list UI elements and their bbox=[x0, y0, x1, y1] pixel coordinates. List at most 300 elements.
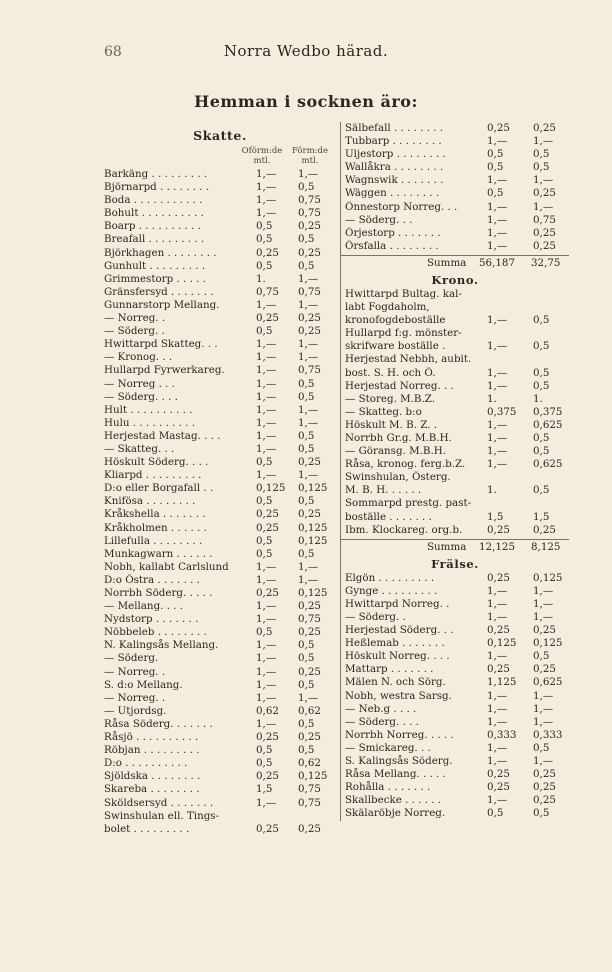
value-unfortified: 1,— bbox=[256, 351, 277, 364]
farm-name: Wallåkra . . . . . . . . bbox=[345, 161, 444, 174]
summa-value-unfortified: 56,187 bbox=[479, 256, 516, 269]
farm-name: Råsa Mellang. . . . . bbox=[345, 768, 446, 781]
value-fortified: 1,— bbox=[533, 597, 554, 610]
farm-name: Höskult Norreg. . . . bbox=[345, 650, 450, 663]
table-row bbox=[104, 744, 336, 757]
page-title: Hemman i socknen äro: bbox=[194, 92, 418, 111]
value-fortified: 0,5 bbox=[298, 181, 315, 194]
farm-name: Rohålla . . . . . . . bbox=[345, 781, 431, 794]
table-row bbox=[104, 351, 336, 364]
table-row bbox=[341, 497, 569, 510]
value-unfortified: 1,— bbox=[487, 135, 508, 148]
table-row bbox=[104, 325, 336, 338]
table-row bbox=[104, 299, 336, 312]
value-fortified: 0,25 bbox=[533, 187, 556, 200]
value-unfortified: 0,25 bbox=[487, 523, 510, 536]
farm-name: D:o eller Borgafall . . bbox=[104, 482, 214, 495]
table-row bbox=[341, 240, 569, 253]
value-unfortified: 1,— bbox=[487, 366, 508, 379]
value-fortified: 0,5 bbox=[533, 379, 550, 392]
value-unfortified: 0,25 bbox=[487, 781, 510, 794]
krono-table bbox=[341, 288, 569, 537]
farm-name: Herjestad Söderg. . . bbox=[345, 624, 454, 637]
farm-name: Herjestad Mastag. . . . bbox=[104, 429, 221, 442]
table-row bbox=[104, 587, 336, 600]
value-unfortified: 1,— bbox=[256, 560, 277, 573]
table-row bbox=[341, 624, 569, 637]
farm-name: Breafall . . . . . . . . . bbox=[104, 233, 205, 246]
value-unfortified: 1,— bbox=[256, 639, 277, 652]
value-fortified: 1,— bbox=[533, 611, 554, 623]
farm-name: Knifösa . . . . . . . . bbox=[104, 495, 196, 508]
value-unfortified: 1,— bbox=[487, 597, 508, 610]
table-row bbox=[341, 174, 569, 187]
value-unfortified: 0,5 bbox=[256, 534, 273, 547]
table-row bbox=[341, 301, 569, 314]
table-row bbox=[104, 417, 336, 430]
farm-name: Hwittarpd Bultag. kal- bbox=[345, 287, 462, 300]
value-fortified: 0,75 bbox=[298, 194, 321, 207]
value-unfortified: 1,5 bbox=[256, 783, 273, 796]
table-row bbox=[104, 233, 336, 246]
value-fortified: 0,5 bbox=[298, 652, 315, 665]
value-fortified: 1,— bbox=[298, 469, 319, 482]
value-unfortified: 0,5 bbox=[256, 744, 273, 757]
table-row bbox=[341, 471, 569, 484]
value-unfortified: 1,— bbox=[256, 652, 277, 665]
value-unfortified: 0,5 bbox=[256, 626, 273, 639]
value-fortified: 1,— bbox=[298, 338, 319, 351]
table-row bbox=[341, 353, 569, 366]
table-row bbox=[341, 201, 569, 214]
value-unfortified: 1,— bbox=[256, 573, 277, 586]
table-row bbox=[104, 338, 336, 351]
value-fortified: 0,25 bbox=[298, 456, 321, 469]
table-row bbox=[104, 456, 336, 469]
value-unfortified: 1,— bbox=[487, 702, 508, 715]
value-unfortified: 0,25 bbox=[256, 508, 279, 521]
left-column bbox=[104, 128, 336, 836]
value-fortified: 1,— bbox=[298, 272, 319, 285]
farm-name: Skareba . . . . . . . . bbox=[104, 783, 200, 796]
value-fortified: 0,5 bbox=[298, 442, 315, 455]
summa-row-skatte bbox=[341, 255, 569, 270]
farm-name: Skälaröbje Norreg. bbox=[345, 807, 446, 820]
value-fortified: 0,62 bbox=[298, 757, 321, 770]
farm-name: Höskult Söderg. . . . bbox=[104, 456, 209, 469]
table-row bbox=[104, 652, 336, 665]
value-unfortified: 0,5 bbox=[256, 495, 273, 508]
table-row bbox=[341, 445, 569, 458]
value-unfortified: 1,— bbox=[487, 418, 508, 431]
skatte-continued-table bbox=[341, 122, 569, 253]
value-unfortified: 0,25 bbox=[487, 122, 510, 134]
table-row bbox=[104, 718, 336, 731]
value-unfortified: 1,— bbox=[487, 650, 508, 663]
table-row bbox=[104, 522, 336, 535]
value-unfortified: 1,— bbox=[487, 584, 508, 597]
summa-value-fortified: 8,125 bbox=[531, 540, 561, 553]
value-fortified: 0,25 bbox=[298, 600, 321, 613]
section-heading-fralse: Frälse. bbox=[431, 556, 479, 571]
value-unfortified: 1. bbox=[487, 392, 497, 405]
farm-name: N. Kalingsås Mellang. bbox=[104, 639, 219, 652]
table-row bbox=[104, 823, 336, 836]
value-fortified: 0,75 bbox=[298, 796, 321, 809]
summa-value-fortified: 32,75 bbox=[531, 256, 561, 269]
value-unfortified: 0,75 bbox=[256, 285, 279, 298]
value-unfortified: 0,25 bbox=[256, 246, 279, 259]
value-unfortified: 0,25 bbox=[487, 663, 510, 676]
table-row bbox=[104, 548, 336, 561]
value-fortified: 1,— bbox=[298, 416, 319, 429]
value-unfortified: 1,— bbox=[256, 665, 277, 678]
farm-name: — Söderg. bbox=[104, 652, 159, 665]
table-row bbox=[341, 703, 569, 716]
value-fortified: 0,25 bbox=[298, 508, 321, 521]
farm-name: skrifware boställe . bbox=[345, 340, 446, 353]
farm-name: kronofogdeboställe bbox=[345, 314, 446, 327]
value-fortified: 1,— bbox=[298, 573, 319, 586]
table-row bbox=[104, 482, 336, 495]
value-fortified: 0,5 bbox=[298, 259, 315, 272]
farm-name: Grimmestorp . . . . . bbox=[104, 272, 206, 285]
farm-name: Hullarpd f:g. mönster- bbox=[345, 327, 462, 340]
value-unfortified: 1,— bbox=[256, 403, 277, 416]
value-unfortified: 0,25 bbox=[256, 312, 279, 325]
farm-name: Sköldsersyd . . . . . . . bbox=[104, 796, 214, 809]
farm-name: Nöbbeleb . . . . . . . . bbox=[104, 626, 207, 639]
table-row bbox=[104, 194, 336, 207]
farm-name: Höskult M. B. Z. . bbox=[345, 418, 438, 431]
value-unfortified: 1,— bbox=[256, 691, 277, 704]
value-unfortified: 1,— bbox=[487, 379, 508, 392]
farm-name: — Norreg. . bbox=[104, 312, 166, 325]
table-row bbox=[341, 637, 569, 650]
farm-name: Norrbh Söderg. . . . . bbox=[104, 587, 213, 599]
right-column bbox=[340, 122, 569, 821]
value-unfortified: 1,— bbox=[256, 364, 277, 377]
value-unfortified: 1,— bbox=[256, 207, 277, 220]
value-fortified: 1,— bbox=[298, 168, 319, 180]
fralse-table bbox=[341, 572, 569, 821]
value-fortified: 0,125 bbox=[298, 587, 328, 599]
value-fortified: 0,125 bbox=[298, 521, 328, 534]
farm-name: Nobh, westra Sarsg. bbox=[345, 689, 452, 702]
farm-name: bost. S. H. och Ö. bbox=[345, 366, 436, 379]
table-row bbox=[341, 161, 569, 174]
table-row bbox=[104, 469, 336, 482]
table-row bbox=[104, 639, 336, 652]
value-fortified: 0,625 bbox=[533, 418, 563, 431]
value-fortified: 0,25 bbox=[298, 312, 321, 325]
farm-name: Heßlemab . . . . . . . bbox=[345, 637, 445, 650]
value-unfortified: 0,5 bbox=[487, 187, 504, 200]
table-row bbox=[341, 458, 569, 471]
table-row bbox=[104, 626, 336, 639]
farm-name: Kråkholmen . . . . . . bbox=[104, 521, 207, 534]
value-fortified: 0,25 bbox=[298, 325, 321, 338]
table-row bbox=[341, 419, 569, 432]
value-unfortified: 0,25 bbox=[487, 624, 510, 637]
farm-name: Swinshulan ell. Tings- bbox=[104, 809, 220, 822]
table-row bbox=[104, 574, 336, 587]
table-row bbox=[341, 781, 569, 794]
farm-name: Norrbh Gr.g. M.B.H. bbox=[345, 431, 452, 444]
farm-name: Råsa Söderg. . . . . . . bbox=[104, 717, 213, 730]
farm-name: — Norreg . . . bbox=[104, 377, 175, 390]
value-fortified: 0,5 bbox=[533, 148, 550, 161]
table-row bbox=[341, 611, 569, 624]
value-fortified: 1,— bbox=[533, 584, 554, 597]
value-unfortified: 1,— bbox=[256, 194, 277, 207]
table-row bbox=[341, 729, 569, 742]
running-head: Norra Wedbo härad. bbox=[223, 42, 389, 60]
farm-name: bolet . . . . . . . . . bbox=[104, 822, 190, 835]
value-fortified: 1,— bbox=[533, 174, 554, 187]
value-fortified: 0,25 bbox=[298, 665, 321, 678]
table-row bbox=[341, 148, 569, 161]
value-unfortified: 0,25 bbox=[487, 571, 510, 584]
table-row bbox=[104, 731, 336, 744]
value-fortified: 0,5 bbox=[298, 233, 315, 246]
farm-name: Örsfalla . . . . . . . . bbox=[345, 239, 439, 252]
value-unfortified: 1,— bbox=[256, 796, 277, 809]
value-unfortified: 1,— bbox=[487, 431, 508, 444]
value-fortified: 0,5 bbox=[298, 495, 315, 508]
table-row bbox=[341, 122, 569, 135]
value-unfortified: 1,— bbox=[256, 442, 277, 455]
table-row bbox=[341, 742, 569, 755]
value-fortified: 0,5 bbox=[533, 314, 550, 327]
value-unfortified: 0,5 bbox=[256, 220, 273, 233]
table-row bbox=[341, 135, 569, 148]
value-unfortified: 1. bbox=[256, 272, 266, 285]
summa-row-krono bbox=[341, 539, 569, 554]
table-row bbox=[104, 561, 336, 574]
value-unfortified: 0,5 bbox=[487, 148, 504, 161]
farm-name: — Söderg. . bbox=[104, 325, 165, 338]
value-unfortified: 1,— bbox=[487, 611, 508, 623]
value-unfortified: 0,5 bbox=[256, 456, 273, 469]
farm-name: — Storeg. M.B.Z. bbox=[345, 392, 436, 405]
value-fortified: 0,75 bbox=[533, 213, 556, 226]
table-row bbox=[104, 613, 336, 626]
table-row bbox=[341, 650, 569, 663]
value-fortified: 1,— bbox=[298, 298, 319, 311]
farm-name: D:o . . . . . . . . . . bbox=[104, 757, 188, 770]
column-headers bbox=[104, 146, 336, 168]
farm-name: — Skatteg. b:o bbox=[345, 405, 422, 418]
value-unfortified: 1,— bbox=[256, 168, 277, 180]
value-fortified: 0,625 bbox=[533, 676, 563, 689]
table-row bbox=[341, 227, 569, 240]
table-row bbox=[341, 794, 569, 807]
table-row bbox=[104, 535, 336, 548]
farm-name: Wagnswik . . . . . . . bbox=[345, 174, 444, 187]
farm-name: Nydstorp . . . . . . . bbox=[104, 613, 199, 626]
column-header-unfortified: Oförm:de mtl. bbox=[241, 146, 283, 166]
value-fortified: 0,5 bbox=[298, 390, 315, 403]
value-fortified: 0,333 bbox=[533, 728, 563, 741]
table-row bbox=[341, 380, 569, 393]
farm-name: S. d:o Mellang. bbox=[104, 678, 183, 691]
value-fortified: 1,— bbox=[533, 135, 554, 148]
farm-name: Sommarpd prestg. past- bbox=[345, 497, 472, 510]
value-unfortified: 0,5 bbox=[487, 807, 504, 820]
value-unfortified: 1,— bbox=[256, 390, 277, 403]
farm-name: Herjestad Nebbh, aubit. bbox=[345, 353, 472, 366]
value-fortified: 0,25 bbox=[298, 626, 321, 639]
value-fortified: 0,125 bbox=[298, 534, 328, 547]
value-unfortified: 0,25 bbox=[487, 768, 510, 781]
value-unfortified: 0,5 bbox=[256, 325, 273, 338]
table-row bbox=[104, 404, 336, 417]
value-fortified: 0,5 bbox=[298, 717, 315, 730]
table-row bbox=[341, 572, 569, 585]
table-row bbox=[104, 181, 336, 194]
value-fortified: 0,5 bbox=[298, 639, 315, 652]
farm-name: Gränsfersyd . . . . . . . bbox=[104, 285, 214, 298]
table-row bbox=[104, 783, 336, 796]
value-unfortified: 0,5 bbox=[256, 259, 273, 272]
value-fortified: 0,75 bbox=[298, 783, 321, 796]
farm-name: Kråkshella . . . . . . . bbox=[104, 508, 206, 521]
table-row bbox=[104, 430, 336, 443]
value-unfortified: 1,— bbox=[487, 445, 508, 458]
value-unfortified: 1,— bbox=[487, 741, 508, 754]
table-row bbox=[104, 508, 336, 521]
farm-name: Hwittarpd Skatteg. . . bbox=[104, 338, 218, 351]
value-unfortified: 1,5 bbox=[487, 510, 504, 523]
farm-name: Munkagwarn . . . . . . bbox=[104, 547, 213, 560]
value-fortified: 0,75 bbox=[298, 364, 321, 377]
table-row bbox=[104, 600, 336, 613]
value-fortified: 0,5 bbox=[533, 161, 550, 174]
value-fortified: 0,25 bbox=[533, 239, 556, 252]
table-row bbox=[341, 327, 569, 340]
table-row bbox=[341, 393, 569, 406]
value-fortified: 1,— bbox=[533, 755, 554, 768]
farm-name: labt Fogdaholm, bbox=[345, 301, 430, 314]
table-row bbox=[341, 585, 569, 598]
value-unfortified: 0,5 bbox=[487, 161, 504, 174]
value-unfortified: 0,333 bbox=[487, 728, 517, 741]
farm-name: Norrbh Norreg. . . . . bbox=[345, 728, 454, 741]
value-fortified: 0,25 bbox=[298, 731, 321, 744]
value-unfortified: 0,5 bbox=[256, 757, 273, 770]
farm-name: Kliarpd . . . . . . . . . bbox=[104, 469, 202, 482]
table-row bbox=[104, 260, 336, 273]
value-unfortified: 1,— bbox=[256, 613, 277, 626]
table-row bbox=[341, 716, 569, 729]
farm-name: Önnestorp Norreg. . . bbox=[345, 200, 458, 213]
value-unfortified: 1,— bbox=[256, 717, 277, 730]
farm-name: Hult . . . . . . . . . . bbox=[104, 403, 193, 416]
value-fortified: 0,62 bbox=[298, 704, 321, 717]
farm-name: Boda . . . . . . . . . . . bbox=[104, 194, 203, 207]
value-fortified: 1,— bbox=[298, 560, 319, 573]
table-row bbox=[104, 443, 336, 456]
value-fortified: 0,25 bbox=[533, 794, 556, 807]
value-fortified: 0,5 bbox=[533, 650, 550, 663]
table-row bbox=[341, 663, 569, 676]
farm-name: Skallbecke . . . . . . bbox=[345, 794, 442, 807]
farm-name: Hullarpd Fyrwerkareg. bbox=[104, 364, 225, 377]
value-fortified: 0,5 bbox=[533, 445, 550, 458]
value-fortified: 0,5 bbox=[533, 484, 550, 497]
farm-name: boställe . . . . . . . bbox=[345, 510, 432, 523]
farm-name: — Skatteg. . . bbox=[104, 442, 175, 455]
table-row bbox=[104, 692, 336, 705]
value-fortified: 1,— bbox=[533, 689, 554, 702]
table-row bbox=[341, 367, 569, 380]
farm-name: S. Kalingsås Söderg. bbox=[345, 755, 453, 768]
value-fortified: 0,75 bbox=[298, 207, 321, 220]
table-row bbox=[104, 679, 336, 692]
table-row bbox=[104, 391, 336, 404]
value-fortified: 1. bbox=[533, 392, 543, 405]
value-unfortified: 1,— bbox=[487, 200, 508, 213]
value-fortified: 0,5 bbox=[298, 547, 315, 560]
value-unfortified: 0,25 bbox=[256, 587, 279, 599]
value-unfortified: 1,— bbox=[256, 377, 277, 390]
farm-name: Nobh, kallabt Carlslund bbox=[104, 560, 229, 573]
table-row bbox=[104, 757, 336, 770]
value-fortified: 0,25 bbox=[533, 122, 556, 134]
table-row bbox=[104, 286, 336, 299]
value-unfortified: 1,— bbox=[256, 338, 277, 351]
farm-name: Hulu . . . . . . . . . . bbox=[104, 416, 195, 429]
farm-name: Elgön . . . . . . . . . bbox=[345, 571, 435, 584]
farm-name: Örjestorp . . . . . . . bbox=[345, 226, 441, 239]
table-row bbox=[104, 495, 336, 508]
farm-name: — Göransg. M.B.H. bbox=[345, 445, 447, 458]
table-row bbox=[341, 755, 569, 768]
farm-name: — Söderg. . . . bbox=[104, 390, 178, 403]
table-row bbox=[104, 378, 336, 391]
table-row bbox=[341, 314, 569, 327]
value-unfortified: 1,— bbox=[487, 314, 508, 327]
farm-name: — Neb.g . . . . bbox=[345, 702, 417, 715]
farm-name: — Smickareg. . . bbox=[345, 741, 431, 754]
table-row bbox=[104, 220, 336, 233]
farm-name: Sälbefall . . . . . . . . bbox=[345, 122, 444, 134]
farm-name: Hwittarpd Norreg. . bbox=[345, 597, 450, 610]
table-row bbox=[341, 511, 569, 524]
value-unfortified: 1,— bbox=[487, 213, 508, 226]
value-unfortified: 0,375 bbox=[487, 405, 517, 418]
value-unfortified: 1,— bbox=[487, 794, 508, 807]
value-unfortified: 0,25 bbox=[256, 731, 279, 744]
value-fortified: 1,— bbox=[298, 691, 319, 704]
value-fortified: 1,— bbox=[533, 702, 554, 715]
value-unfortified: 1,— bbox=[487, 226, 508, 239]
value-fortified: 1,— bbox=[533, 200, 554, 213]
left-table bbox=[104, 168, 336, 836]
value-fortified: 0,125 bbox=[298, 770, 328, 783]
value-fortified: 0,125 bbox=[298, 482, 328, 495]
value-fortified: 0,5 bbox=[298, 429, 315, 442]
value-fortified: 0,5 bbox=[533, 741, 550, 754]
value-unfortified: 1,— bbox=[487, 239, 508, 252]
table-row bbox=[341, 406, 569, 419]
column-header-fortified: Förm:de mtl. bbox=[291, 146, 328, 166]
farm-name: Sjöldska . . . . . . . . bbox=[104, 770, 201, 783]
table-row bbox=[104, 364, 336, 377]
farm-name: — Norreg. . bbox=[104, 691, 166, 704]
table-row bbox=[341, 288, 569, 301]
